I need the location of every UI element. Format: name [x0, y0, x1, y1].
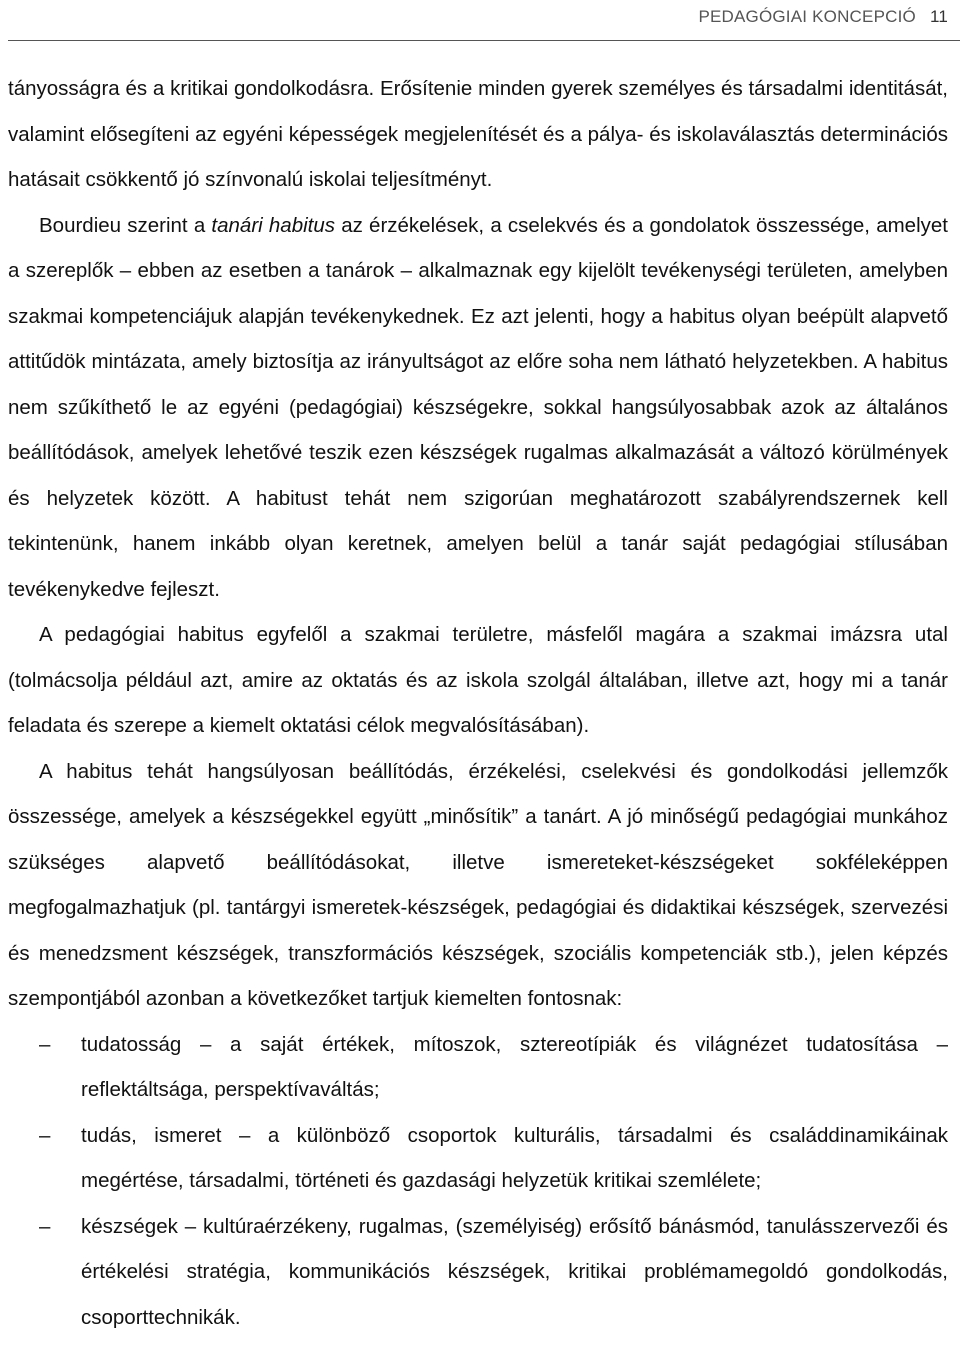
running-header	[698, 7, 948, 27]
competence-list	[8, 1022, 948, 1341]
paragraph-pedagogiai-habitus: A pedagógiai habitus egyfelől a szakmai területre, másfelől magára a szakmai imázsra utal (tolmácsolja például azt, amire az oktatás és az iskola szolgál általában, illetve azt, hogy mi a tanár feladata és szerepe a kiemelt oktatási célok megvalósításában).	[8, 623, 948, 737]
list-item-text: készségek – kultúraérzékeny, rugalmas, (személyiség) erősítő bánásmód, tanulásszervezői és értékelési stratégia, kommunikációs készségek, kritikai problémamegoldó gondolkodás, csoporttechnikák.	[81, 1214, 948, 1329]
list-item-tudatossag	[8, 1022, 948, 1113]
dash-bullet-icon: –	[39, 1123, 51, 1147]
paragraph-bourdieu-lead: Bourdieu szerint a	[39, 213, 212, 237]
page-number: 11	[929, 7, 948, 26]
italic-term-tanari-habitus: tanári habitus	[211, 213, 335, 237]
dash-bullet-icon: –	[39, 1214, 51, 1238]
document-body	[8, 66, 948, 1340]
page-header	[8, 0, 960, 41]
list-item-text: tudás, ismeret – a különböző csoportok kulturális, társadalmi és családdinamikáinak megértése, társadalmi, történeti és gazdasági helyzetük kritikai szemlélete;	[81, 1123, 948, 1192]
list-item-keszsegek	[8, 1204, 948, 1341]
dash-bullet-icon: –	[39, 1032, 51, 1056]
paragraph-habitus-summary: A habitus tehát hangsúlyosan beállítódás, érzékelési, cselekvési és gondolkodási jellemzők összessége, amelyek a készségekkel együtt „minősítik” a tanárt. A jó minőségű pedagógiai munkához szükséges alapvető beállítódásokat, illetve ismereteket-készségeket sokféleképpen megfogalmazhatjuk (pl. tantárgyi ismeretek-készségek, pedagógiai és didaktikai készségek, szervezési és menedzsment készségek, transzformációs készségek, szociális kompetenciák stb.), jelen képzés szempontjából azonban a következőket tartjuk kiemelten fontosnak:	[8, 759, 948, 1010]
list-item-tudas	[8, 1113, 948, 1204]
list-item-text: tudatosság – a saját értékek, mítoszok, sztereotípiák és világnézet tudatosítása – reflektáltsága, perspektívaváltás;	[81, 1032, 948, 1101]
paragraph-bourdieu-rest: az érzékelések, a cselekvés és a gondolatok összessége, amelyet a szereplők – ebben az esetben a tanárok – alkalmaznak egy kijelölt tevékenységi területen, amelyben szakmai kompetenciájuk alapján tevékenykednek. Ez azt jelenti, hogy a habitus olyan beépült alapvető attitűdök mintázata, amely biztosítja az irányultságot az előre soha nem látható helyzetekben. A habitus nem szűkíthető le az egyéni (pedagógiai) készségekre, sokkal hangsúlyosabbak azok az általános beállítódások, amelyek lehetővé teszik ezen készségek rugalmas alkalmazását a változó körülmények és helyzetek között. A habitust tehát nem szigorúan meghatározott szabályrendszernek kell tekintenünk, hanem inkább olyan keretnek, amelyen belül a tanár saját pedagógiai stílusában tevékenykedve fejleszt.	[8, 213, 948, 601]
paragraph-bourdieu	[8, 203, 948, 613]
header-title: PEDAGÓGIAI KONCEPCIÓ	[698, 7, 916, 26]
paragraph-continuation: tányosságra és a kritikai gondolkodásra. Erősítenie minden gyerek személyes és társadalmi identitását, valamint elősegíteni az egyéni képességek megjelenítését és a pálya- és iskolaválasztás determinációs hatásait csökkentő jó színvonalú iskolai teljesítményt.	[8, 77, 948, 191]
